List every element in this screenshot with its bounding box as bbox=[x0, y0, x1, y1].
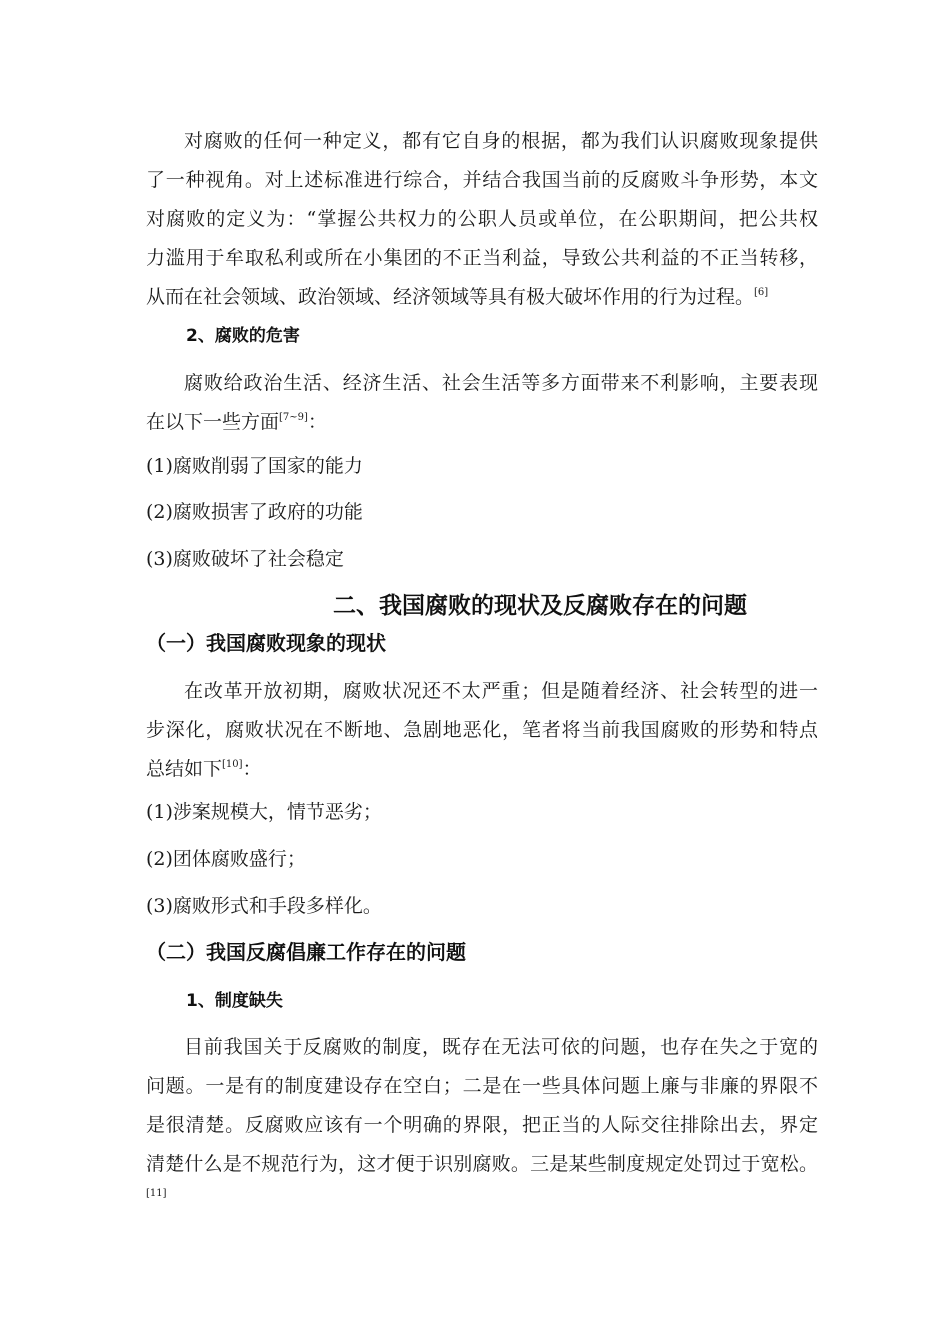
paragraph-tail: ： bbox=[307, 411, 327, 433]
paragraph-tail: ： bbox=[242, 758, 262, 780]
chapter-title: 二、我国腐败的现状及反腐败存在的问题 bbox=[333, 593, 747, 619]
paragraph-line: 目前我国关于反腐败的制度，既存在无法可依的问题，也存在失之于宽的 bbox=[184, 1036, 818, 1058]
paragraph-line: 清楚什么是不规范行为，这才便于识别腐败。三是某些制度规定处罚过于宽松。 bbox=[146, 1153, 818, 1175]
section-title: （二）我国反腐倡廉工作存在的问题 bbox=[146, 940, 466, 964]
section-title: （一）我国腐败现象的现状 bbox=[146, 631, 386, 655]
status-paragraph bbox=[146, 672, 818, 789]
paragraph-text: 从而在社会领域、政治领域、经济领域等具有极大破坏作用的行为过程。 bbox=[146, 286, 755, 308]
paragraph-line: 力滥用于牟取私利或所在小集团的不正当利益，导致公共利益的不正当转移， bbox=[146, 247, 818, 269]
paragraph-line: 对腐败的定义为：“掌握公共权力的公职人员或单位，在公职期间，把公共权 bbox=[146, 208, 818, 230]
paragraph-text: 总结如下 bbox=[146, 758, 223, 780]
citation-marker: [10] bbox=[222, 759, 243, 770]
system-heading: 1、制度缺失 bbox=[186, 991, 283, 1011]
paragraph-line-last bbox=[146, 750, 818, 789]
harm-heading: 2、腐败的危害 bbox=[186, 326, 300, 346]
citation-marker: [7~9] bbox=[279, 412, 308, 423]
paragraph-line: 对腐败的任何一种定义，都有它自身的根据，都为我们认识腐败现象提供 bbox=[184, 130, 818, 152]
system-paragraph bbox=[146, 1028, 818, 1184]
status-list-item: (2)团体腐败盛行； bbox=[146, 848, 306, 870]
paragraph-line: 腐败给政治生活、经济生活、社会生活等多方面带来不利影响，主要表现 bbox=[184, 372, 818, 394]
paragraph-line-last bbox=[146, 278, 818, 317]
harm-list-item: (1)腐败削弱了国家的能力 bbox=[146, 455, 363, 477]
status-list-item: (1)涉案规模大，情节恶劣； bbox=[146, 801, 382, 823]
definition-paragraph bbox=[146, 122, 818, 317]
harm-list-item: (2)腐败损害了政府的功能 bbox=[146, 501, 363, 523]
harm-paragraph bbox=[146, 364, 818, 442]
paragraph-line: 问题。一是有的制度建设存在空白；二是在一些具体问题上廉与非廉的界限不 bbox=[146, 1075, 818, 1097]
harm-list-item: (3)腐败破坏了社会稳定 bbox=[146, 548, 344, 570]
paragraph-text: 在以下一些方面 bbox=[146, 411, 280, 433]
paragraph-line: 了一种视角。对上述标准进行综合，并结合我国当前的反腐败斗争形势，本文 bbox=[146, 169, 818, 191]
paragraph-line-last bbox=[146, 403, 818, 442]
paragraph-line: 是很清楚。反腐败应该有一个明确的界限，把正当的人际交往排除出去，界定 bbox=[146, 1114, 818, 1136]
paragraph-line: 步深化，腐败状况在不断地、急剧地恶化，笔者将当前我国腐败的形势和特点 bbox=[146, 719, 818, 741]
paragraph-line: 在改革开放初期，腐败状况还不太严重；但是随着经济、社会转型的进一 bbox=[184, 680, 818, 702]
citation-marker: [11] bbox=[146, 1188, 167, 1199]
citation-marker: [6] bbox=[754, 287, 769, 298]
status-list-item: (3)腐败形式和手段多样化。 bbox=[146, 895, 382, 917]
